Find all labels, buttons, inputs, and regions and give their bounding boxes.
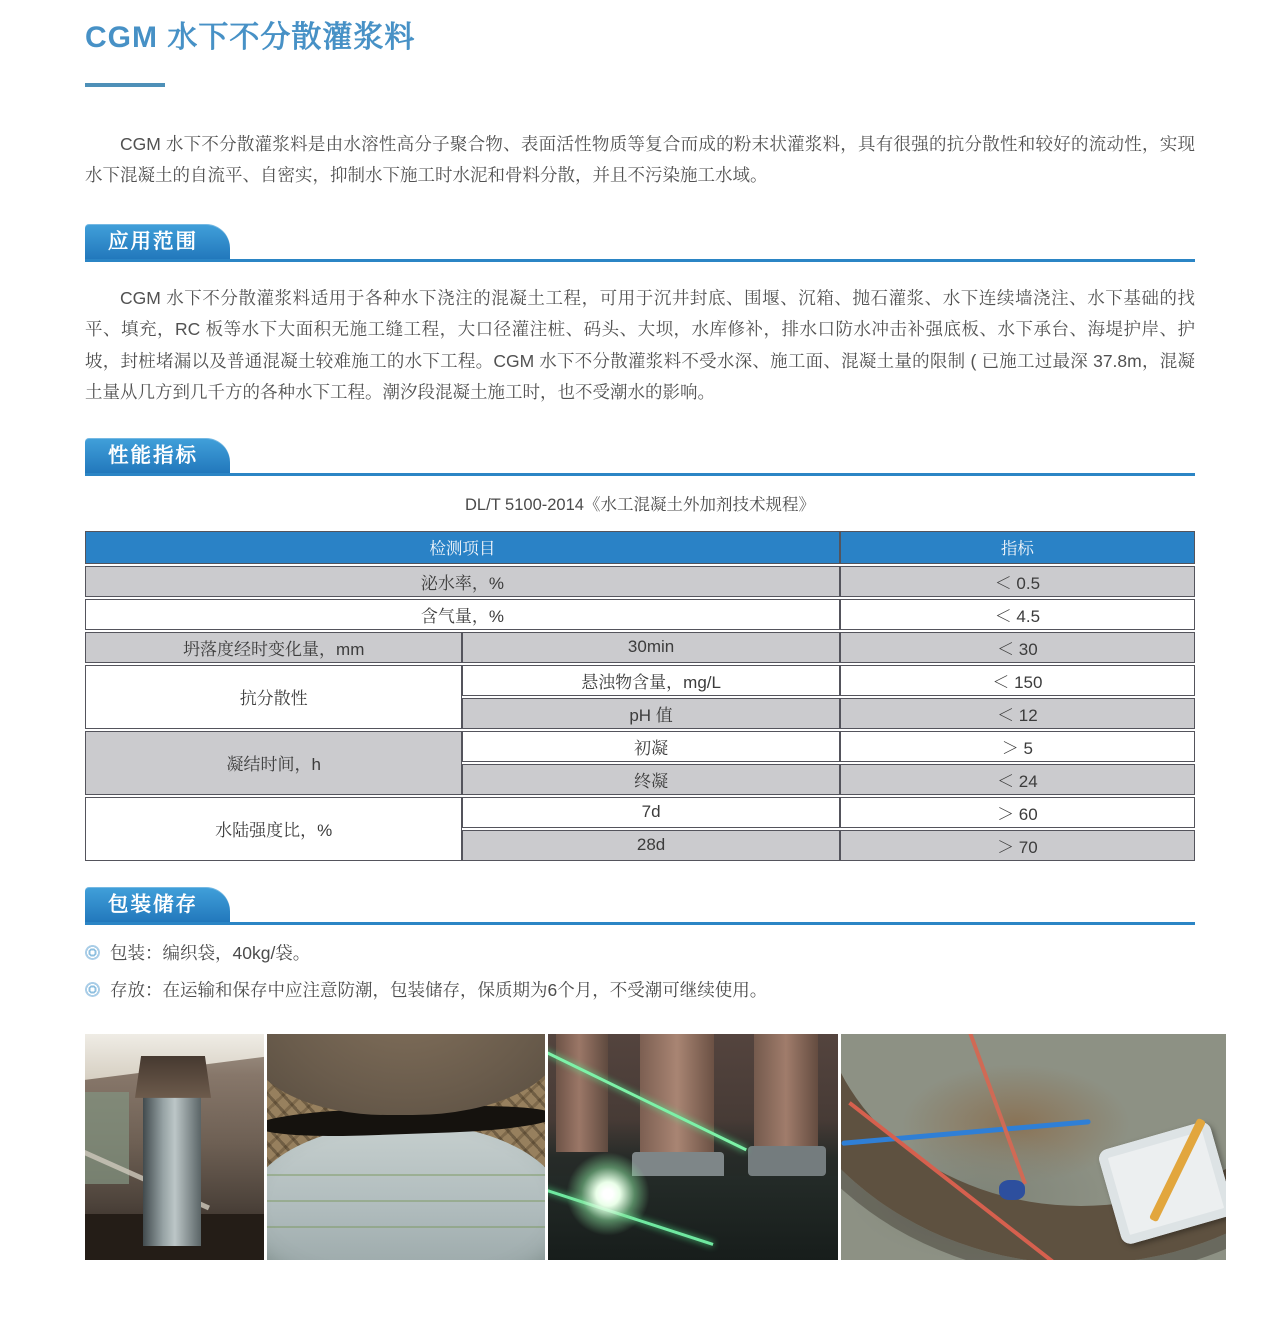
- section-tab-performance: 性能指标: [85, 438, 230, 473]
- photo-pier-column-formwork: [85, 1034, 264, 1260]
- table-row: [85, 665, 1195, 696]
- packaging-bullet: [85, 977, 1195, 1002]
- table-cell: ＞ 5: [840, 731, 1195, 762]
- photo-detail: [566, 1152, 650, 1236]
- table-row: [85, 566, 1195, 597]
- packaging-bullet: [85, 940, 1195, 965]
- section-header-application: [85, 224, 1195, 262]
- table-row: [85, 632, 1195, 663]
- table-cell: ＜ 12: [840, 698, 1195, 729]
- table-cell: 悬浊物含量，mg/L: [462, 665, 839, 696]
- packaging-bullet-list: [85, 940, 1195, 1002]
- table-cell: 30min: [462, 632, 839, 663]
- table-cell: 坍落度经时变化量，mm: [85, 632, 462, 663]
- photo-detail: [748, 1146, 826, 1176]
- photo-night-underwater-pouring: [548, 1034, 838, 1260]
- table-cell: 凝结时间，h: [85, 731, 462, 795]
- table-caption: DL/T 5100-2014《水工混凝土外加剂技术规程》: [465, 495, 815, 514]
- table-cell: 含气量，%: [85, 599, 840, 630]
- table-cell: ＜ 30: [840, 632, 1195, 663]
- photo-detail: [135, 1056, 211, 1098]
- table-row: [85, 731, 1195, 762]
- table-cell: 水陆强度比，%: [85, 797, 462, 861]
- section-header-performance: [85, 438, 1195, 476]
- photo-detail: [267, 1174, 545, 1242]
- bullet-text: 存放：在运输和保存中应注意防潮，包装储存，保质期为6个月，不受潮可继续使用。: [110, 979, 768, 1000]
- table-cell: 泌水率，%: [85, 566, 840, 597]
- photo-detail: [143, 1094, 201, 1246]
- page-title: CGM 水下不分散灌浆料: [85, 21, 416, 54]
- table-header-index: 指标: [840, 531, 1195, 564]
- double-circle-bullet-icon: [85, 982, 100, 997]
- table-cell: 抗分散性: [85, 665, 462, 729]
- photo-pier-cap-closeup: [267, 1034, 545, 1260]
- table-cell: ＞ 70: [840, 830, 1195, 861]
- table-cell: ＜ 4.5: [840, 599, 1195, 630]
- table-cell: ＜ 0.5: [840, 566, 1195, 597]
- title-underline: [85, 83, 165, 87]
- photo-detail: [754, 1034, 818, 1158]
- table-header-row: [85, 531, 1195, 564]
- photo-detail: [999, 1180, 1025, 1200]
- project-photo-strip: [85, 1034, 1225, 1260]
- table-row: [85, 599, 1195, 630]
- intro-paragraph: CGM 水下不分散灌浆料是由水溶性高分子聚合物、表面活性物质等复合而成的粉末状灌浆料，具有很强的抗分散性和较好的流动性，实现水下混凝土的自流平、自密实，抑制水下施工时水泥和骨料分散，并且不污染施工水域。: [85, 134, 1195, 186]
- section-tab-packaging: 包装储存: [85, 887, 230, 922]
- photo-cofferdam-grouting: [841, 1034, 1226, 1260]
- application-paragraph: CGM 水下不分散灌浆料适用于各种水下浇注的混凝土工程，可用于沉井封底、围堰、沉箱、抛石灌浆、水下连续墙浇注、水下基础的找平、填充，RC 板等水下大面积无施工缝工程，大口径灌注桩、码头、大坝，水库修补，排水口防水冲击补强底板、水下承台、海堤护岸、护坡，封桩堵漏以及普通混凝土较难施工的水下工程。CGM 水下不分散灌浆料不受水深、施工面、混凝土量的限制 ( 已施工过最深 37.8m，混凝土量从几方到几千方的各种水下工程。潮汐段混凝土施工时，也不受潮水的影响。: [85, 288, 1195, 402]
- table-cell: ＜ 24: [840, 764, 1195, 795]
- table-row: [85, 797, 1195, 828]
- table-cell: ＜ 150: [840, 665, 1195, 696]
- photo-detail: [640, 1034, 714, 1166]
- double-circle-bullet-icon: [85, 945, 100, 960]
- table-header-item: 检测项目: [85, 531, 840, 564]
- table-cell: pH 值: [462, 698, 839, 729]
- section-tab-application: 应用范围: [85, 224, 230, 259]
- table-cell: 7d: [462, 797, 839, 828]
- table-cell: 28d: [462, 830, 839, 861]
- photo-detail: [556, 1034, 608, 1152]
- table-cell: ＞ 60: [840, 797, 1195, 828]
- section-header-packaging: [85, 887, 1195, 925]
- table-cell: 终凝: [462, 764, 839, 795]
- bullet-text: 包装：编织袋，40kg/袋。: [110, 942, 311, 963]
- performance-table: [85, 529, 1195, 863]
- table-cell: 初凝: [462, 731, 839, 762]
